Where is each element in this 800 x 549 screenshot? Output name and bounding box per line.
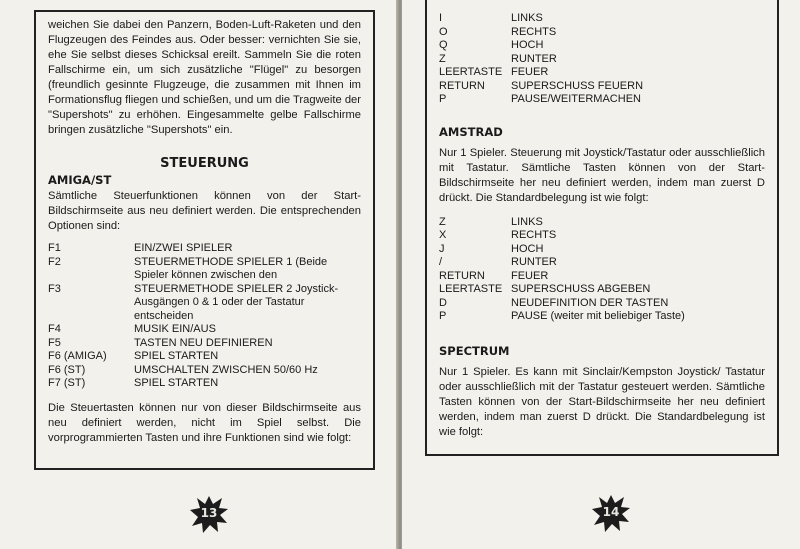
key-function: HOCH <box>511 242 544 255</box>
key-row <box>439 270 765 284</box>
key-row <box>439 66 765 80</box>
key-name: RETURN <box>439 79 485 92</box>
key-name: LEERTASTE <box>439 66 503 78</box>
key-name: Q <box>439 39 448 51</box>
key-function: PAUSE/WEITERMACHEN <box>511 93 641 105</box>
page-number: 13 <box>200 506 218 520</box>
key-row <box>439 283 765 297</box>
key-function: HOCH <box>511 39 544 51</box>
key-name: F6 (AMIGA) <box>48 350 107 362</box>
amiga-key-table <box>48 242 361 391</box>
key-name: O <box>439 25 448 38</box>
key-name: P <box>439 310 447 322</box>
key-name: F7 (ST) <box>48 377 86 389</box>
steuerung-heading: STEUERUNG <box>160 156 249 171</box>
key-name: F6 (ST) <box>48 363 86 376</box>
key-function: FEUER <box>511 66 549 78</box>
key-row <box>439 216 765 230</box>
key-name: F5 <box>48 336 61 349</box>
page-13 <box>0 0 398 549</box>
key-name: I <box>439 12 443 24</box>
page-13-frame <box>34 10 375 470</box>
spectrum-paragraph: Nur 1 Spieler. Es kann mit Sinclair/Kempston Joystick/ Tastatur oder ausschließlich mit der Tastatur gesteuert werden. Sämtliche Tasten können von der Start-Bildschirmseite her neu definiert werden, indem man zuerst D drückt. Die Standardbelegung ist wie folgt: <box>439 365 765 438</box>
key-row <box>439 93 765 107</box>
outro-paragraph: Die Steuertasten können nur von dieser Bildschirmseite aus neu definiert werden, nicht im Spiel selbst. Die vorprogrammierten Tasten und ihre Funktionen sind wie folgt: <box>48 401 361 444</box>
key-row <box>48 323 361 337</box>
amstrad-paragraph: Nur 1 Spieler. Steuerung mit Joystick/Tastatur oder ausschließlich mit Tastatur. Sämtliche Tasten können von der Start-Bildschirmseite her neu definiert werden, indem man zuerst D drückt. Die Standardbelegung ist wie folgt: <box>439 146 765 204</box>
key-row <box>439 26 765 40</box>
key-row <box>439 229 765 243</box>
key-function: TASTEN NEU DEFINIEREN <box>134 336 273 349</box>
options-paragraph: Sämtliche Steuerfunktionen können von der Start-Bildschirmseite aus neu definiert werden. Die entsprechenden Optionen sind: <box>48 190 361 232</box>
key-function: SUPERSCHUSS FEUERN <box>511 79 644 92</box>
key-row <box>439 297 765 311</box>
key-name: F1 <box>48 242 61 254</box>
amstrad-key-table <box>439 216 765 324</box>
page-14-frame <box>425 0 779 456</box>
key-name: F2 <box>48 255 61 268</box>
key-function: UMSCHALTEN ZWISCHEN 50/60 Hz <box>134 363 318 376</box>
key-function: RECHTS <box>511 229 557 241</box>
key-name: P <box>439 93 447 105</box>
key-function: LINKS <box>511 12 543 24</box>
key-function: STEUERMETHODE SPIELER 1 (Beide Spieler können zwischen den <box>134 255 328 281</box>
amiga-st-heading: AMIGA/ST <box>48 173 112 187</box>
key-function: SPIEL STARTEN <box>134 377 219 389</box>
key-function: STEUERMETHODE SPIELER 2 Joystick-Ausgängen 0 & 1 oder der Tastatur entscheiden <box>134 282 339 322</box>
page-number-badge-13 <box>189 494 229 534</box>
key-row <box>439 39 765 53</box>
key-row <box>48 242 361 256</box>
key-function: RECHTS <box>511 25 557 38</box>
key-row <box>48 377 361 391</box>
key-function: SPIEL STARTEN <box>134 350 219 362</box>
key-name: D <box>439 296 447 309</box>
key-row <box>439 80 765 94</box>
spectrum-heading: SPECTRUM <box>439 343 510 358</box>
key-row <box>48 350 361 364</box>
key-function: EIN/ZWEI SPIELER <box>134 242 233 254</box>
key-function: LINKS <box>511 215 543 228</box>
key-name: J <box>439 242 445 255</box>
key-name: Z <box>439 52 446 65</box>
key-function: MUSIK EIN/AUS <box>134 323 216 335</box>
key-row <box>439 53 765 67</box>
amstrad-heading: AMSTRAD <box>439 124 503 139</box>
key-function: RUNTER <box>511 256 557 268</box>
key-function: PAUSE (weiter mit beliebiger Taste) <box>511 310 685 322</box>
page-number: 14 <box>602 505 620 519</box>
key-name: F4 <box>48 323 61 335</box>
page-number-badge-14 <box>591 493 631 533</box>
intro-paragraph: weichen Sie dabei den Panzern, Boden-Luft-Raketen und den Flugzeugen des Feindes aus. Oder besser: vernichten Sie sie, ehe Sie selbst dieses Schicksal ereilt. Sammeln Sie die roten Fallschirme ein, um sich zusätzliche "Flügel" zu besorgen (freundlich gesinnte Flugzeuge, die zusammen mit Ihnen im Formationsflug fliegen und schießen, und um die Tragweite der "Supershots" zu erhöhen. Eingesammelte gelbe Fallschirme bringen zusätzliche "Supershots" ein. <box>48 19 361 136</box>
key-row <box>439 243 765 257</box>
key-row <box>48 283 361 324</box>
top-key-table <box>439 12 765 107</box>
key-function: FEUER <box>511 269 549 282</box>
key-row <box>48 337 361 351</box>
key-function: NEUDEFINITION DER TASTEN <box>511 296 669 309</box>
key-row <box>439 310 765 324</box>
key-name: RETURN <box>439 269 485 282</box>
key-name: LEERTASTE <box>439 283 503 295</box>
key-function: SUPERSCHUSS ABGEBEN <box>511 283 651 295</box>
key-name: X <box>439 229 447 241</box>
key-name: F3 <box>48 282 61 295</box>
key-row <box>439 256 765 270</box>
key-name: Z <box>439 215 446 228</box>
key-name: / <box>439 256 443 268</box>
key-row <box>439 12 765 26</box>
page-14 <box>402 0 800 549</box>
key-function: RUNTER <box>511 52 557 65</box>
key-row <box>48 364 361 378</box>
key-row <box>48 256 361 283</box>
